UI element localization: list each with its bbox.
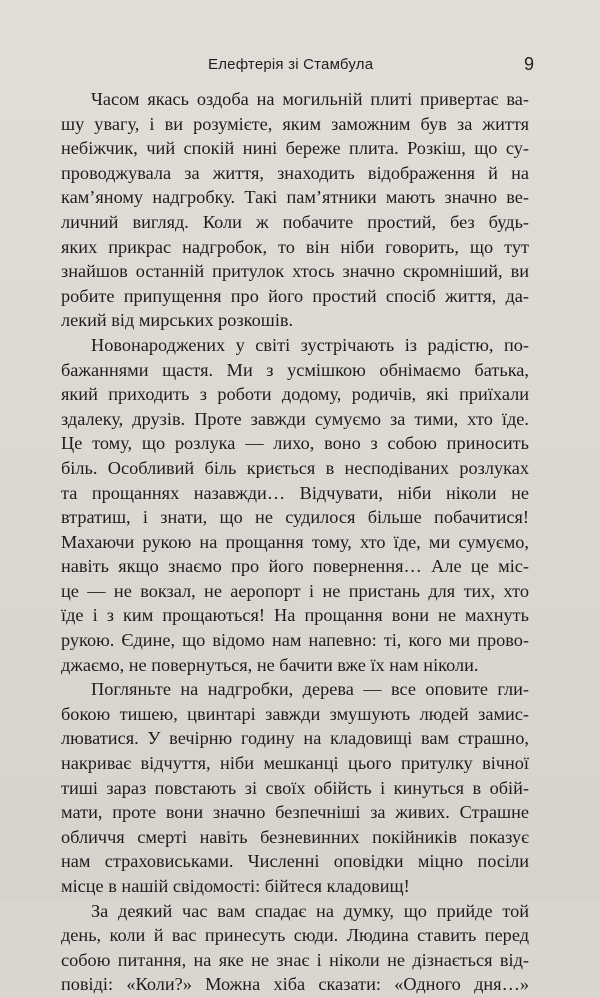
text-line: повіді: «Коли?» Можна хіба сказати: «Одного дня…» — [61, 974, 529, 995]
text-line: накриває відчуття, ніби мешканці цього притулку вічної — [61, 753, 529, 774]
text-line: собою питання, на яке не знає і ніколи не дізнається від- — [61, 949, 529, 970]
text-line: тиші зараз повстають зі своїх обійсть і кинуться в обій- — [61, 777, 529, 798]
text-line: який приходить з роботи додому, родичів, які приїхали — [61, 384, 529, 405]
body-text — [61, 87, 529, 997]
text-line: яких прикрас надгробок, то він ніби говорить, що тут — [61, 236, 529, 257]
text-line: бокою тишею, цвинтарі завжди змушують людей замис- — [61, 703, 529, 724]
text-line: біль. Особливий біль криється в несподіваних розлуках — [61, 457, 529, 478]
text-line: рукою. Єдине, що відомо нам напевно: ті, кого ми прово- — [61, 630, 529, 651]
text-line: здалеку, друзів. Проте завжди сумуємо за тими, хто їде. — [61, 408, 529, 429]
text-line: люватися. У вечірню годину на кладовищі вам страшно, — [61, 728, 529, 749]
text-line: навіть якщо знаємо про його повернення… Але це міс- — [61, 556, 529, 577]
text-line: знайшов останній притулок хтось значно скромніший, ви — [61, 261, 529, 282]
paragraph — [61, 333, 529, 677]
paragraph — [61, 677, 529, 898]
text-line: джаємо, не повернуться, не бачити вже їх нам ніколи. — [61, 654, 479, 675]
running-title: Елефтерія зі Стамбула — [208, 56, 374, 73]
text-line: Це тому, що розлука — лихо, воно з собою приносить — [61, 433, 529, 454]
text-line: це — не вокзал, не аеропорт і не пристань для тих, хто — [61, 580, 529, 601]
text-line: нам страховиськами. Численні оповідки міцно посіли — [61, 851, 529, 872]
text-line: робите припущення про його простий спосіб життя, да- — [61, 285, 529, 306]
text-line: проводжувала за життя, знаходить відображення й на — [61, 162, 529, 183]
text-line: та прощаннях назавжди… Відчувати, ніби ніколи не — [61, 482, 529, 503]
text-line: Махаючи рукою на прощання тому, хто їде, ми сумуємо, — [61, 531, 529, 552]
text-line: Новонароджених у світі зустрічають із радістю, по- — [91, 334, 529, 355]
paragraph — [61, 899, 529, 997]
paragraph — [61, 87, 529, 333]
text-line: їде і з ким прощаються! На прощання вони не махнуть — [61, 605, 529, 626]
text-line: місце в нашій свідомості: бійтеся кладовищ! — [61, 876, 410, 896]
text-line: шу увагу, і ви розумієте, яким заможним був за життя — [61, 113, 529, 134]
text-line: бажаннями щастя. Ми з усмішкою обнімаємо батька, — [61, 359, 529, 380]
text-line: кам’яному надгробку. Такі пам’ятники мають значно ве- — [61, 187, 529, 208]
text-line: За деякий час вам спадає на думку, що прийде той — [91, 900, 529, 921]
text-line: небіжчик, чий спокій нині береже плита. Розкіш, що су- — [61, 138, 529, 159]
text-line: личний вигляд. Коли ж побачите простий, без будь- — [61, 211, 529, 232]
text-line: Часом якась оздоба на могильній плиті привертає ва- — [91, 89, 529, 109]
text-line: Погляньте на надгробки, дерева — все оповите гли- — [91, 679, 529, 700]
text-line: втратиш, і знати, що не судилося більше побачитися! — [61, 507, 529, 528]
page-header — [0, 48, 600, 88]
text-line: обличчя смерті навіть безневинних покійників показує — [61, 826, 529, 847]
text-line: мати, проте вони значно безпечніші за живих. Страшне — [61, 802, 529, 823]
text-line: лекий від мирських розкошів. — [61, 310, 294, 331]
text-line: день, коли й вас принесуть сюди. Людина ставить перед — [61, 925, 529, 946]
page-number: 9 — [524, 54, 535, 74]
